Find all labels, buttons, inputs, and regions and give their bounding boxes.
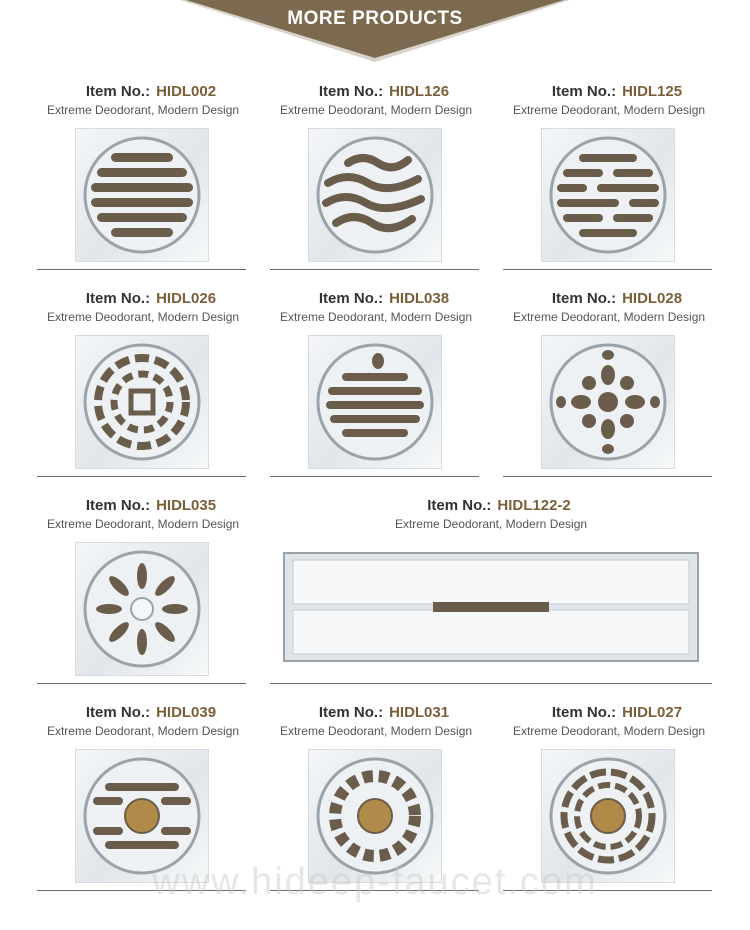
divider bbox=[37, 683, 246, 684]
item-number-line bbox=[286, 496, 712, 516]
item-number-line bbox=[286, 703, 482, 723]
item-code: HIDL028 bbox=[622, 290, 683, 307]
divider bbox=[37, 269, 246, 270]
item-description: Extreme Deodorant, Modern Design bbox=[512, 724, 706, 738]
item-description: Extreme Deodorant, Modern Design bbox=[46, 724, 240, 738]
divider bbox=[37, 476, 246, 477]
divider bbox=[270, 476, 479, 477]
item-code: HIDL039 bbox=[156, 704, 217, 721]
item-code: HIDL026 bbox=[156, 290, 217, 307]
product-card-hidl122-2[interactable] bbox=[270, 496, 712, 532]
item-code: HIDL126 bbox=[389, 83, 450, 100]
item-number-line bbox=[53, 289, 249, 309]
item-number-line bbox=[53, 496, 249, 516]
header-banner bbox=[0, 0, 750, 70]
item-description: Extreme Deodorant, Modern Design bbox=[46, 517, 240, 531]
item-number-line bbox=[53, 82, 249, 102]
product-card-hidl038[interactable] bbox=[270, 289, 482, 325]
item-number-line bbox=[286, 82, 482, 102]
watermark: www.hideep-faucet.com bbox=[152, 861, 598, 903]
item-label: Item No.: bbox=[85, 83, 151, 100]
item-label: Item No.: bbox=[551, 290, 617, 307]
divider bbox=[503, 476, 712, 477]
product-card-hidl039[interactable] bbox=[37, 703, 249, 739]
item-code: HIDL027 bbox=[622, 704, 683, 721]
divider bbox=[270, 269, 479, 270]
item-description: Extreme Deodorant, Modern Design bbox=[46, 103, 240, 117]
item-label: Item No.: bbox=[551, 83, 617, 100]
item-description: Extreme Deodorant, Modern Design bbox=[46, 310, 240, 324]
product-image-hidl028[interactable] bbox=[541, 335, 675, 469]
product-image-hidl026[interactable] bbox=[75, 335, 209, 469]
item-label: Item No.: bbox=[85, 704, 151, 721]
product-image-hidl035[interactable] bbox=[75, 542, 209, 676]
divider bbox=[270, 683, 712, 684]
product-image-hidl126[interactable] bbox=[308, 128, 442, 262]
item-description: Extreme Deodorant, Modern Design bbox=[279, 103, 473, 117]
item-code: HIDL038 bbox=[389, 290, 450, 307]
divider bbox=[503, 269, 712, 270]
item-label: Item No.: bbox=[318, 704, 384, 721]
item-code: HIDL031 bbox=[389, 704, 450, 721]
item-label: Item No.: bbox=[318, 83, 384, 100]
product-image-hidl038[interactable] bbox=[308, 335, 442, 469]
item-number-line bbox=[286, 289, 482, 309]
item-code: HIDL122-2 bbox=[497, 497, 571, 514]
product-card-hidl126[interactable] bbox=[270, 82, 482, 118]
product-card-hidl026[interactable] bbox=[37, 289, 249, 325]
item-code: HIDL125 bbox=[622, 83, 683, 100]
product-card-hidl031[interactable] bbox=[270, 703, 482, 739]
item-number-line bbox=[519, 703, 715, 723]
product-card-hidl002[interactable] bbox=[37, 82, 249, 118]
item-description: Extreme Deodorant, Modern Design bbox=[512, 310, 706, 324]
page-title: MORE PRODUCTS bbox=[287, 8, 463, 29]
item-description: Extreme Deodorant, Modern Design bbox=[512, 103, 706, 117]
item-code: HIDL002 bbox=[156, 83, 217, 100]
product-image-hidl122-2[interactable] bbox=[283, 552, 699, 662]
item-label: Item No.: bbox=[427, 497, 492, 514]
item-code: HIDL035 bbox=[156, 497, 217, 514]
item-label: Item No.: bbox=[85, 497, 151, 514]
item-description: Extreme Deodorant, Modern Design bbox=[279, 724, 473, 738]
product-card-hidl035[interactable] bbox=[37, 496, 249, 532]
item-label: Item No.: bbox=[318, 290, 384, 307]
item-description: Extreme Deodorant, Modern Design bbox=[279, 310, 473, 324]
item-label: Item No.: bbox=[85, 290, 151, 307]
product-image-hidl125[interactable] bbox=[541, 128, 675, 262]
item-label: Item No.: bbox=[551, 704, 617, 721]
product-card-hidl027[interactable] bbox=[503, 703, 715, 739]
item-number-line bbox=[519, 289, 715, 309]
item-number-line bbox=[53, 703, 249, 723]
product-card-hidl125[interactable] bbox=[503, 82, 715, 118]
item-number-line bbox=[519, 82, 715, 102]
product-image-hidl002[interactable] bbox=[75, 128, 209, 262]
item-description: Extreme Deodorant, Modern Design bbox=[394, 517, 588, 531]
product-card-hidl028[interactable] bbox=[503, 289, 715, 325]
